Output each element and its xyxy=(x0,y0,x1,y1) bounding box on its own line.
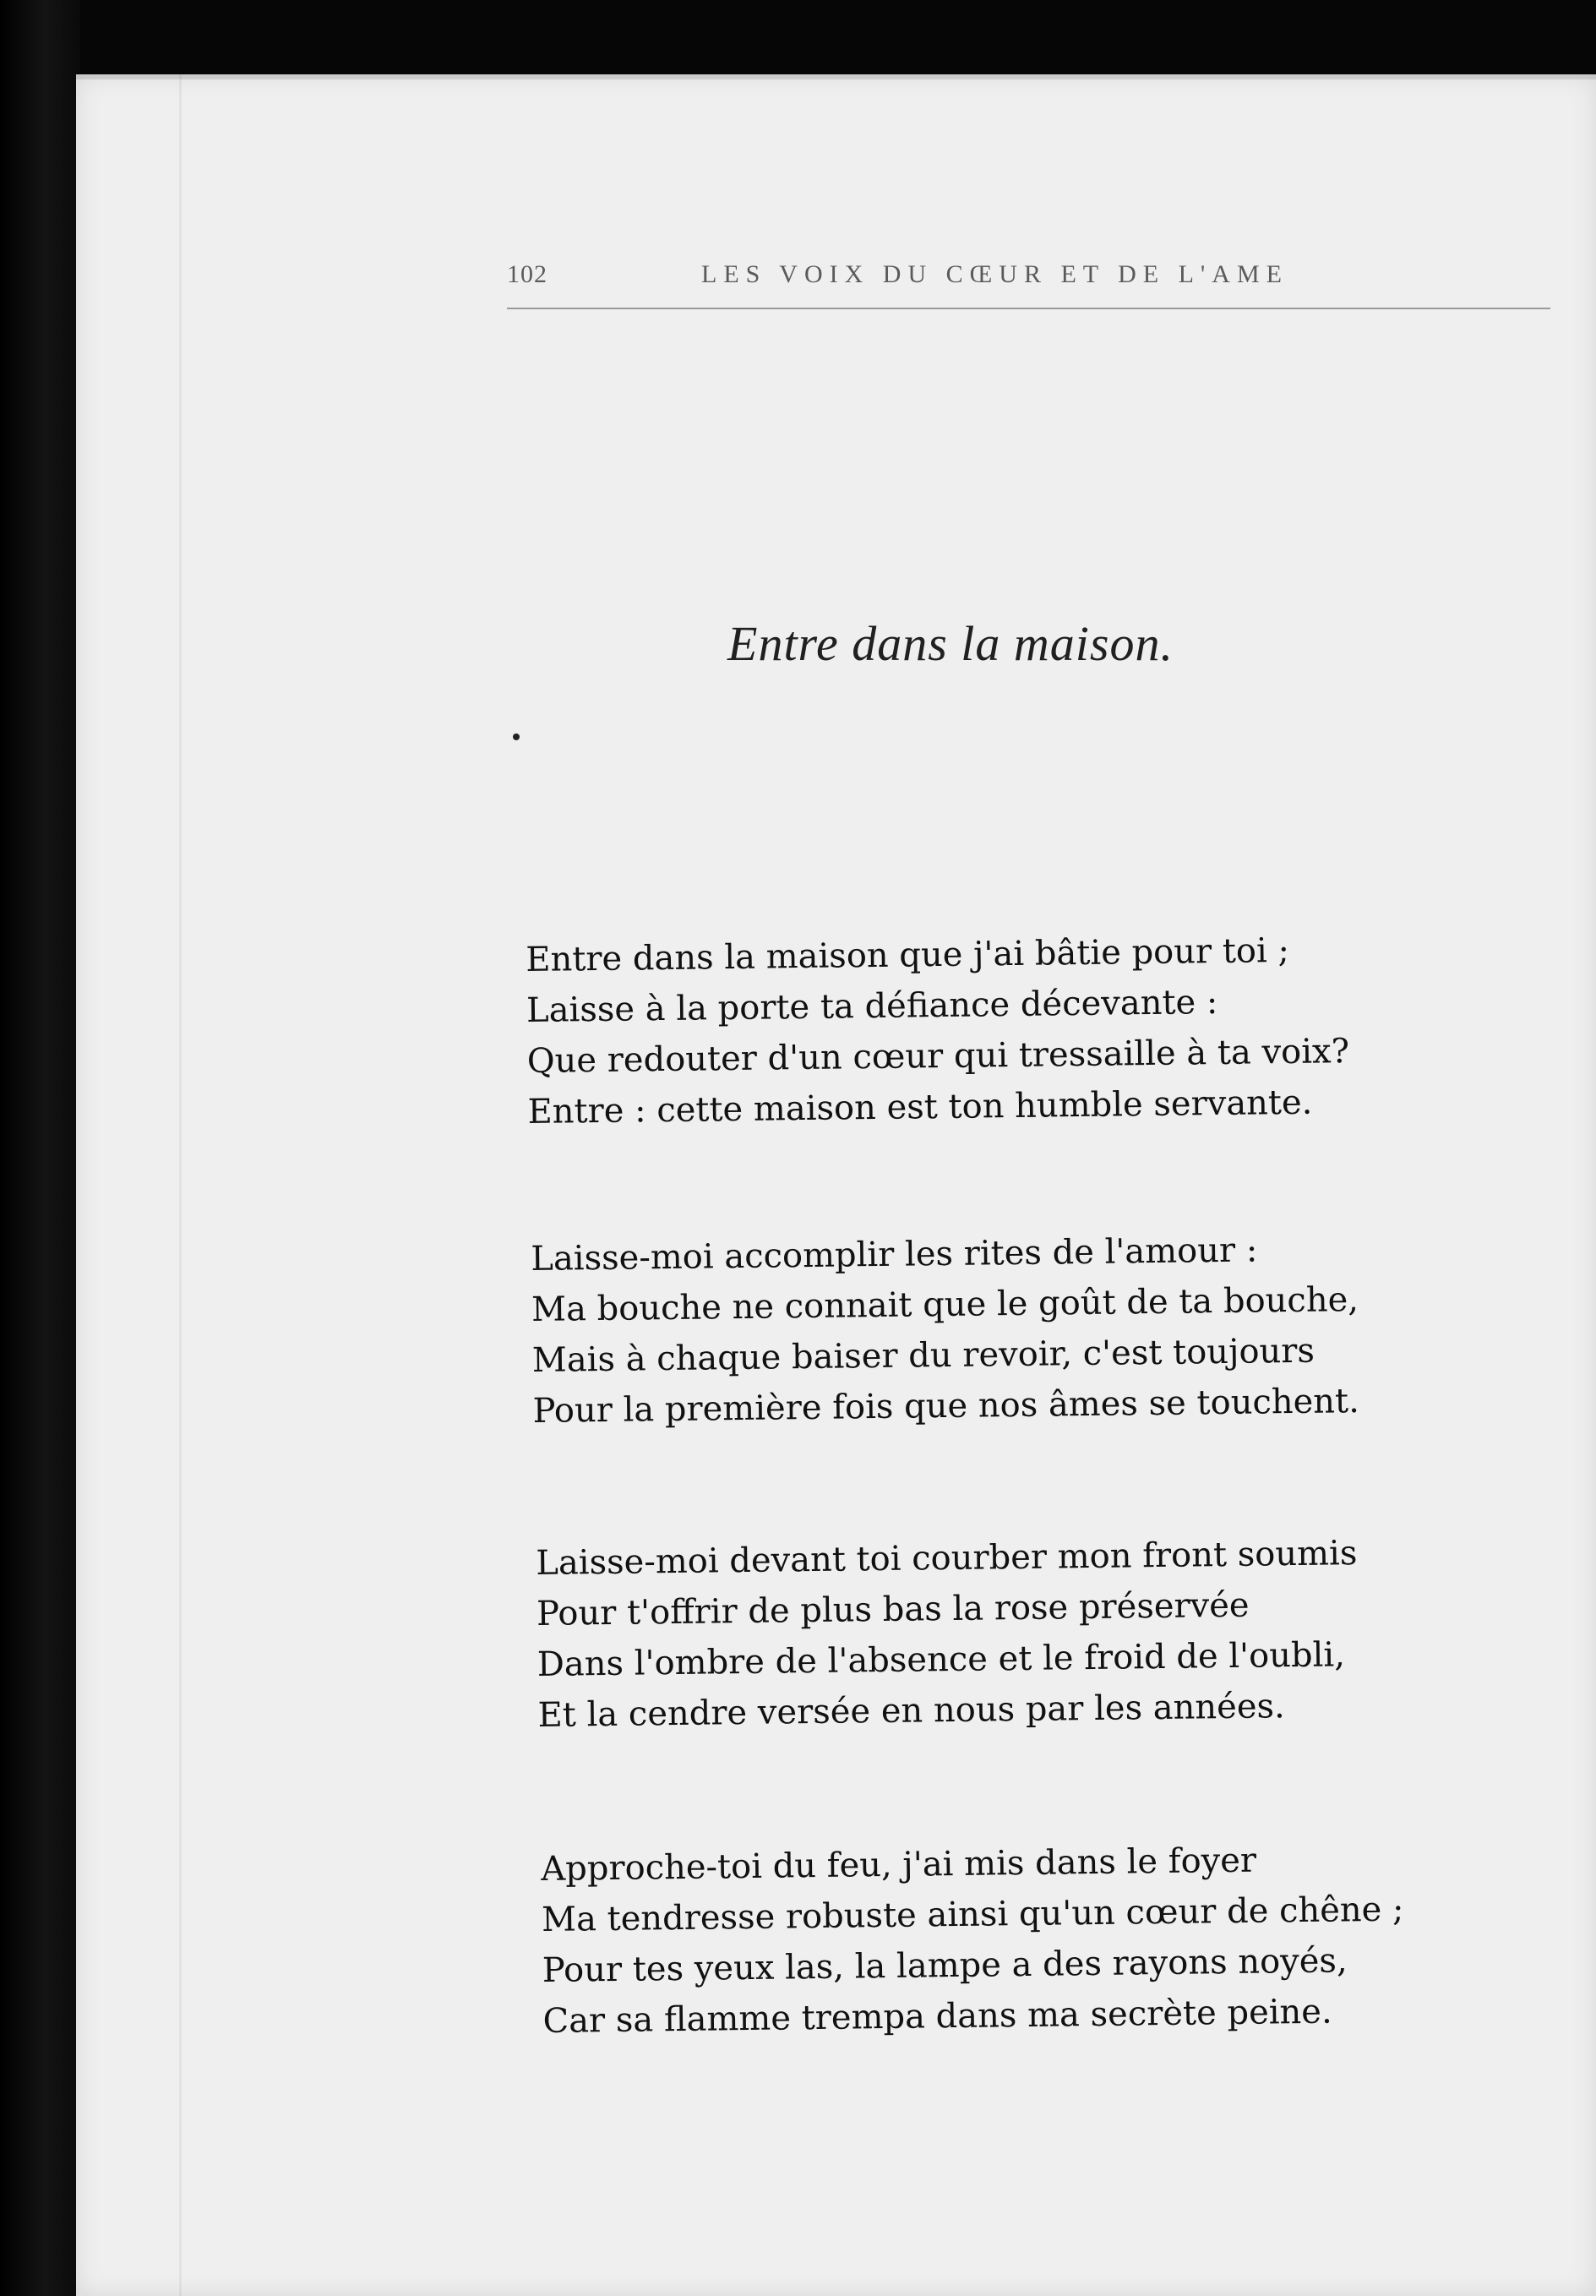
verse-line: Entre dans la maison que j'ai bâtie pour toi ; xyxy=(526,930,1290,979)
verse-line: Pour tes yeux las, la lampe a des rayons noyés, xyxy=(542,1941,1348,1990)
stanza-2 xyxy=(531,1224,1360,1437)
poem-title: Entre dans la maison. xyxy=(727,616,1174,671)
verse-line: Car sa flamme trempa dans ma secrète peine. xyxy=(542,1992,1332,2041)
book-binding-edge xyxy=(0,0,80,2296)
stanza-1 xyxy=(526,924,1350,1137)
book-title: LES VOIX DU CŒUR ET DE L'AME xyxy=(701,260,1288,288)
stanza-3 xyxy=(536,1528,1359,1741)
verse-line: Ma tendresse robuste ainsi qu'un cœur de chêne ; xyxy=(541,1890,1404,1939)
verse-line: Ma bouche ne connait que le goût de ta bouche, xyxy=(531,1280,1359,1329)
verse-line: Entre : cette maison est ton humble servante. xyxy=(527,1083,1313,1132)
verse-line: Pour la première fois que nos âmes se touchent. xyxy=(532,1382,1360,1431)
verse-line: Mais à chaque baiser du revoir, c'est toujours xyxy=(531,1331,1315,1380)
verse-line: Laisse-moi devant toi courber mon front soumis xyxy=(536,1534,1358,1583)
book-page xyxy=(76,74,1596,2296)
verse-line: Laisse-moi accomplir les rites de l'amour : xyxy=(531,1230,1258,1279)
verse-line: Que redouter d'un cœur qui tressaille à ta voix? xyxy=(526,1032,1350,1081)
verse-line: Et la cendre versée en nous par les années. xyxy=(537,1687,1285,1735)
verse-line: Laisse à la porte ta défiance décevante : xyxy=(526,982,1218,1030)
running-header xyxy=(507,254,1550,309)
verse-line: Approche-toi du feu, j'ai mis dans le foyer xyxy=(541,1841,1257,1889)
verse-line: Pour t'offrir de plus bas la rose préservée xyxy=(536,1585,1250,1633)
verse-line: Dans l'ombre de l'absence et le froid de l'oubli, xyxy=(537,1635,1346,1684)
ink-mark xyxy=(513,734,520,740)
stanza-4 xyxy=(541,1834,1405,2047)
page-number: 102 xyxy=(507,260,547,288)
